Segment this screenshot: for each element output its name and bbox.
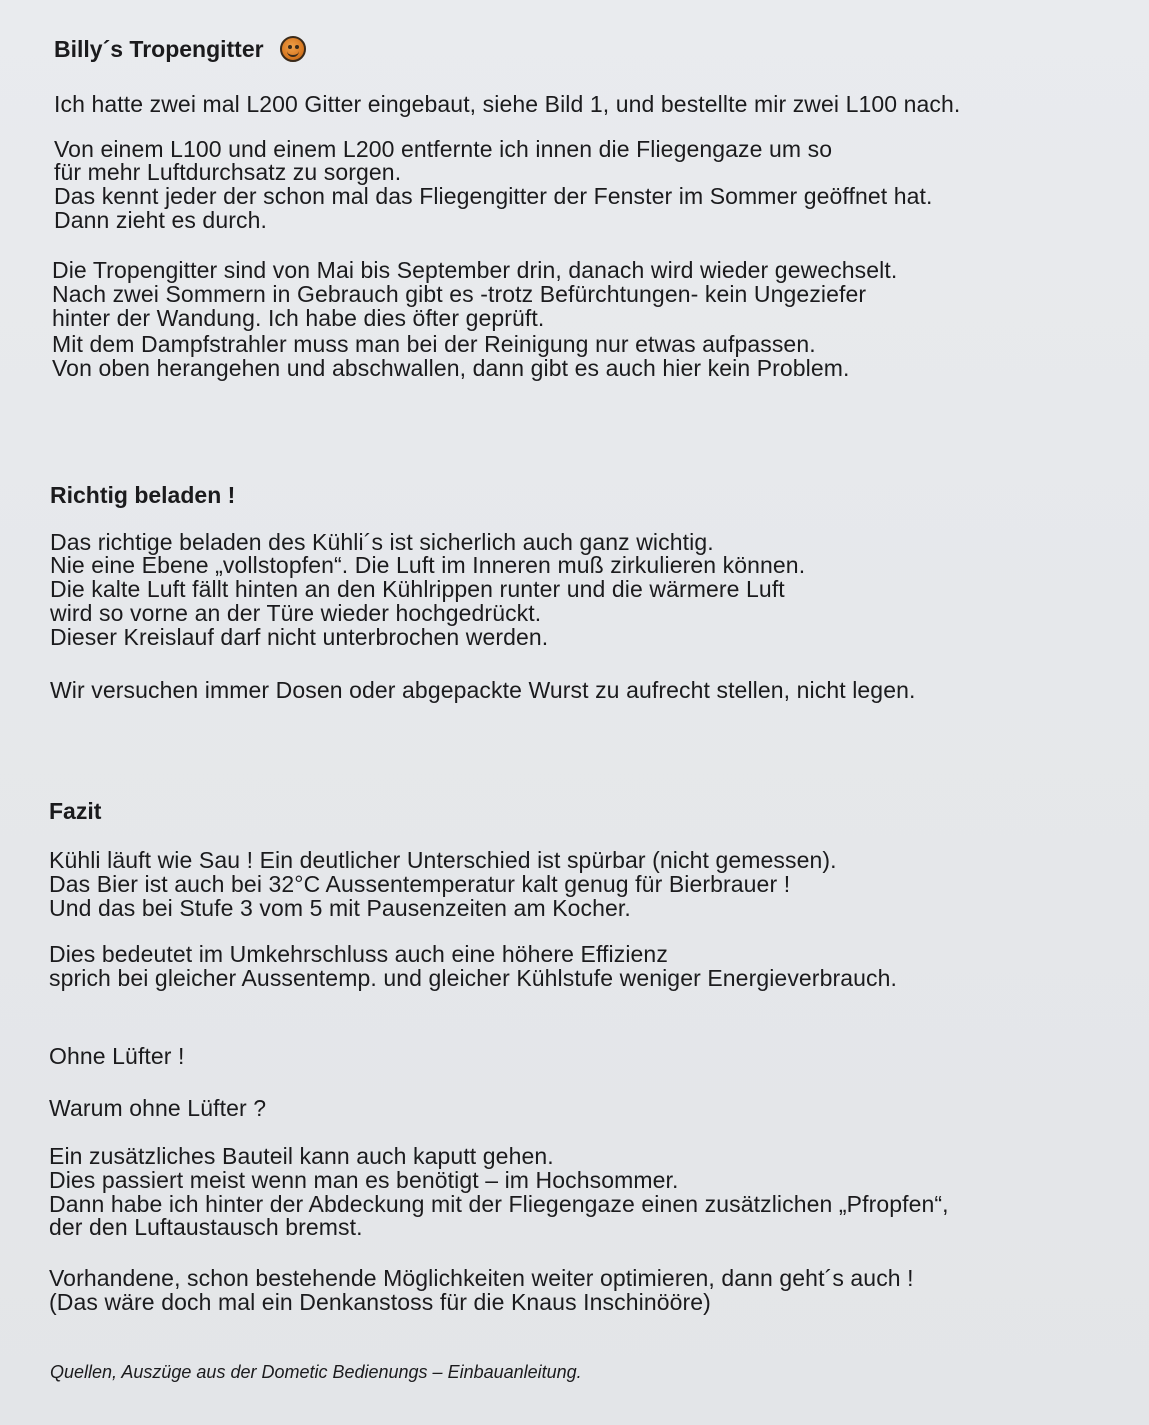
text-line: Wir versuchen immer Dosen oder abgepackte Wurst zu aufrecht stellen, nicht legen. bbox=[50, 677, 916, 703]
text-line: Ein zusätzliches Bauteil kann auch kaputt gehen. bbox=[49, 1143, 554, 1169]
text-line: Die kalte Luft fällt hinten an den Kühlrippen runter und die wärmere Luft bbox=[50, 576, 785, 602]
text-line: Das richtige beladen des Kühli´s ist sicherlich auch ganz wichtig. bbox=[50, 529, 714, 555]
text-line: Und das bei Stufe 3 vom 5 mit Pausenzeiten am Kocher. bbox=[49, 895, 631, 921]
text-line: (Das wäre doch mal ein Denkanstoss für die Knaus Inschinööre) bbox=[49, 1289, 711, 1315]
text-line: Dann habe ich hinter der Abdeckung mit der Fliegengaze einen zusätzlichen „Pfropfen“, bbox=[49, 1191, 949, 1217]
section-title-tropengitter bbox=[54, 36, 306, 62]
text-line: Dies bedeutet im Umkehrschluss auch eine höhere Effizienz bbox=[49, 941, 668, 967]
text-line: Ich hatte zwei mal L200 Gitter eingebaut, siehe Bild 1, und bestellte mir zwei L100 nach. bbox=[54, 91, 961, 117]
section-title-fazit: Fazit bbox=[49, 798, 102, 824]
section-title-text: Billy´s Tropengitter bbox=[54, 36, 264, 62]
text-line: Dann zieht es durch. bbox=[54, 207, 267, 233]
text-line: Ohne Lüfter ! bbox=[49, 1043, 185, 1069]
text-line: Mit dem Dampfstrahler muss man bei der Reinigung nur etwas aufpassen. bbox=[52, 331, 816, 357]
text-line: Nie eine Ebene „vollstopfen“. Die Luft im Inneren muß zirkulieren können. bbox=[50, 552, 806, 578]
text-line: wird so vorne an der Türe wieder hochgedrückt. bbox=[50, 600, 542, 626]
text-line: Von oben herangehen und abschwallen, dann gibt es auch hier kein Problem. bbox=[52, 355, 850, 381]
text-line: Dieser Kreislauf darf nicht unterbrochen werden. bbox=[50, 624, 549, 650]
text-line: Kühli läuft wie Sau ! Ein deutlicher Unterschied ist spürbar (nicht gemessen). bbox=[49, 847, 837, 873]
text-line: für mehr Luftdurchsatz zu sorgen. bbox=[54, 159, 402, 185]
text-line: Die Tropengitter sind von Mai bis September drin, danach wird wieder gewechselt. bbox=[52, 257, 898, 283]
text-line: der den Luftaustausch bremst. bbox=[49, 1214, 363, 1240]
text-line: Das kennt jeder der schon mal das Fliegengitter der Fenster im Sommer geöffnet hat. bbox=[54, 183, 933, 209]
text-line: sprich bei gleicher Aussentemp. und gleicher Kühlstufe weniger Energieverbrauch. bbox=[49, 965, 897, 991]
text-line: Vorhandene, schon bestehende Möglichkeiten weiter optimieren, dann geht´s auch ! bbox=[49, 1265, 914, 1291]
text-line: Das Bier ist auch bei 32°C Aussentemperatur kalt genug für Bierbrauer ! bbox=[49, 871, 791, 897]
text-line: Von einem L100 und einem L200 entfernte ich innen die Fliegengaze um so bbox=[54, 136, 833, 162]
text-line: Warum ohne Lüfter ? bbox=[49, 1095, 267, 1121]
smiley-face-icon bbox=[280, 36, 306, 62]
text-line: Nach zwei Sommern in Gebrauch gibt es -trotz Befürchtungen- kein Ungeziefer bbox=[52, 281, 867, 307]
footer-sources: Quellen, Auszüge aus der Dometic Bedienungs – Einbauanleitung. bbox=[50, 1362, 582, 1382]
text-line: Dies passiert meist wenn man es benötigt – im Hochsommer. bbox=[49, 1167, 679, 1193]
section-title-richtig-beladen: Richtig beladen ! bbox=[50, 482, 236, 508]
text-line: hinter der Wandung. Ich habe dies öfter geprüft. bbox=[52, 305, 545, 331]
